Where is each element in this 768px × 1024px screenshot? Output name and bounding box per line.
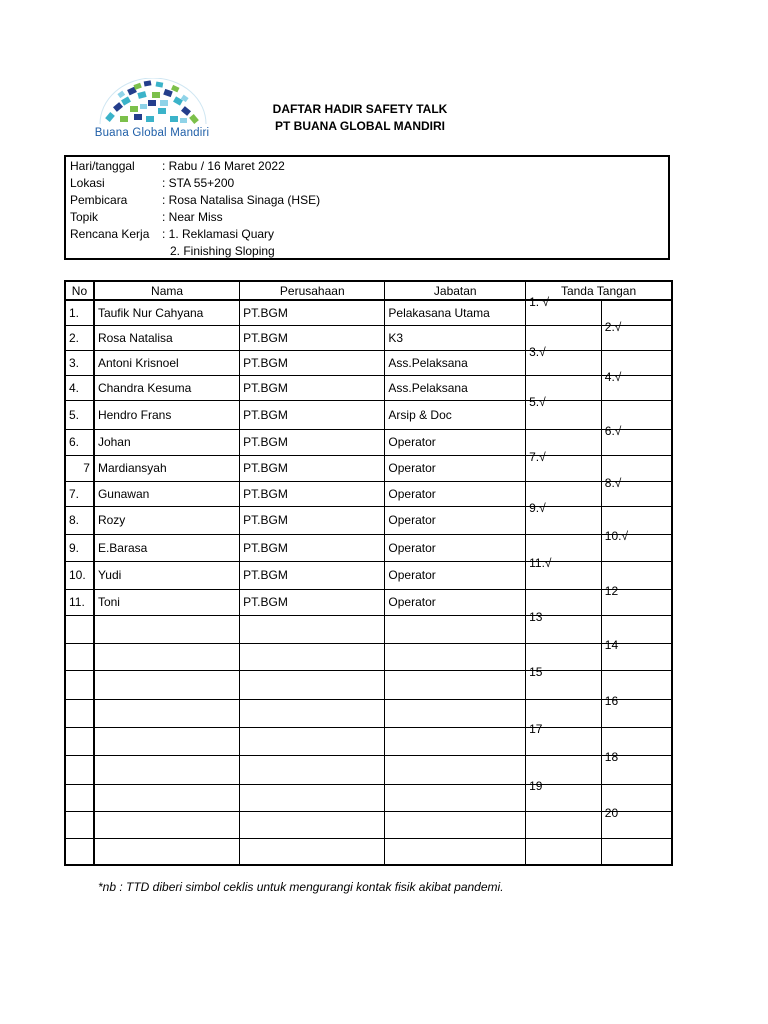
row-perusahaan (240, 811, 385, 838)
info-row-work-plan (70, 226, 274, 243)
signature-cell-left (526, 721, 602, 755)
signature-cell-left (526, 778, 602, 811)
row-jabatan: Arsip & Doc (385, 400, 526, 429)
signature-cell-right (601, 423, 672, 455)
row-jabatan: Operator (385, 429, 526, 455)
signature-mark: 10.√ (604, 528, 629, 543)
row-no: 5. (65, 400, 94, 429)
row-nama: Mardiansyah (94, 455, 240, 481)
signature-cell-right (601, 583, 672, 615)
company-logo (68, 78, 236, 150)
table-row (65, 506, 672, 534)
row-jabatan: Operator (385, 561, 526, 589)
row-nama (94, 615, 240, 643)
header-jabatan: Jabatan (385, 281, 526, 300)
row-jabatan: Ass.Pelaksana (385, 375, 526, 400)
signature-cell-right (601, 319, 672, 350)
signature-mark: 15 (529, 664, 543, 679)
row-no: 1. (65, 300, 94, 325)
signature-mark: 3.√ (529, 344, 546, 359)
row-nama (94, 838, 240, 865)
row-perusahaan: PT.BGM (240, 506, 385, 534)
row-no: 9. (65, 534, 94, 561)
row-nama: Rozy (94, 506, 240, 534)
table-row (65, 811, 672, 838)
row-jabatan (385, 727, 526, 755)
row-jabatan: K3 (385, 325, 526, 350)
signature-cell-left (526, 295, 602, 325)
info-value: : Rabu / 16 Maret 2022 (162, 159, 285, 173)
table-row (65, 589, 672, 615)
row-jabatan: Operator (385, 506, 526, 534)
info-value: : 1. Reklamasi Quary (162, 227, 275, 241)
table-row (65, 784, 672, 811)
header-no: No (65, 281, 94, 300)
row-no (65, 615, 94, 643)
info-label: Rencana Kerja (70, 227, 150, 241)
row-no (65, 755, 94, 784)
table-row (65, 643, 672, 670)
header-nama: Nama (94, 281, 240, 300)
info-row-topic (70, 209, 223, 226)
signature-mark: 9.√ (529, 500, 546, 515)
row-perusahaan (240, 699, 385, 727)
info-value: : STA 55+200 (162, 176, 235, 190)
signature-mark: 16 (604, 693, 619, 708)
table-row (65, 429, 672, 455)
row-jabatan (385, 670, 526, 699)
row-no: 7 (65, 455, 94, 481)
info-value: : Near Miss (162, 210, 223, 224)
signature-cell-left (526, 500, 602, 534)
signature-mark: 6.√ (604, 423, 622, 438)
row-perusahaan: PT.BGM (240, 481, 385, 506)
row-jabatan: Ass.Pelaksana (385, 350, 526, 375)
signature-mark: 18 (604, 749, 619, 764)
row-no (65, 670, 94, 699)
row-perusahaan (240, 784, 385, 811)
signature-mark: 11.√ (529, 555, 552, 570)
table-row (65, 455, 672, 481)
row-jabatan: Operator (385, 534, 526, 561)
row-no (65, 838, 94, 865)
signature-cell-left (526, 394, 602, 429)
header-tanda-tangan: Tanda Tangan (526, 281, 672, 300)
signature-cell-right (601, 693, 672, 727)
signature-cell-right (601, 749, 672, 784)
row-nama (94, 811, 240, 838)
meeting-info-box (64, 155, 670, 260)
row-perusahaan: PT.BGM (240, 455, 385, 481)
row-jabatan (385, 615, 526, 643)
table-row (65, 325, 672, 350)
table-row (65, 481, 672, 506)
row-jabatan (385, 784, 526, 811)
row-no: 11. (65, 589, 94, 615)
info-row-location (70, 175, 234, 192)
signature-mark: 2.√ (604, 319, 622, 334)
title-line-1: DAFTAR HADIR SAFETY TALK (272, 102, 448, 116)
table-row (65, 755, 672, 784)
row-jabatan (385, 838, 526, 865)
row-nama (94, 699, 240, 727)
row-perusahaan: PT.BGM (240, 589, 385, 615)
signature-cell-right (601, 838, 672, 865)
globe-logo-icon (94, 78, 212, 126)
info-row-date (70, 158, 285, 175)
row-no (65, 699, 94, 727)
signature-mark: 17 (529, 721, 543, 736)
attendance-table (64, 280, 673, 866)
row-no: 10. (65, 561, 94, 589)
row-perusahaan: PT.BGM (240, 534, 385, 561)
table-row (65, 375, 672, 400)
logo-text: Buana Global Mandiri (94, 127, 210, 139)
row-nama: Rosa Natalisa (94, 325, 240, 350)
row-jabatan (385, 811, 526, 838)
row-no (65, 811, 94, 838)
table-row (65, 300, 672, 325)
signature-mark: 8.√ (604, 475, 622, 490)
row-nama: Chandra Kesuma (94, 375, 240, 400)
row-no: 7. (65, 481, 94, 506)
row-perusahaan: PT.BGM (240, 325, 385, 350)
footnote: *nb : TTD diberi simbol ceklis untuk mengurangi kontak fisik akibat pandemi. (98, 880, 504, 894)
table-header-row (65, 281, 672, 300)
row-nama (94, 784, 240, 811)
row-perusahaan: PT.BGM (240, 429, 385, 455)
info-value: 2. Finishing Sloping (170, 244, 275, 258)
row-no: 6. (65, 429, 94, 455)
row-perusahaan: PT.BGM (240, 561, 385, 589)
signature-mark: 13 (529, 609, 543, 624)
signature-cell-left (526, 449, 602, 481)
row-jabatan (385, 699, 526, 727)
table-row (65, 534, 672, 561)
row-perusahaan: PT.BGM (240, 375, 385, 400)
table-row (65, 561, 672, 589)
table-row (65, 699, 672, 727)
attendance-body (65, 295, 672, 865)
row-nama (94, 670, 240, 699)
document-title (230, 101, 490, 135)
row-perusahaan (240, 670, 385, 699)
row-jabatan: Operator (385, 589, 526, 615)
signature-cell-left (526, 838, 602, 865)
signature-cell-right (601, 637, 672, 670)
signature-cell-left (526, 555, 602, 589)
signature-mark: 4.√ (604, 369, 622, 384)
row-nama: Gunawan (94, 481, 240, 506)
row-no (65, 643, 94, 670)
row-nama: Taufik Nur Cahyana (94, 300, 240, 325)
row-perusahaan (240, 615, 385, 643)
row-jabatan: Pelakasana Utama (385, 300, 526, 325)
signature-cell-right (601, 369, 672, 400)
row-nama (94, 727, 240, 755)
row-no (65, 727, 94, 755)
row-nama: E.Barasa (94, 534, 240, 561)
row-nama (94, 643, 240, 670)
row-nama: Antoni Krisnoel (94, 350, 240, 375)
table-row (65, 838, 672, 865)
info-label: Hari/tanggal (70, 159, 135, 173)
row-perusahaan (240, 643, 385, 670)
table-row (65, 670, 672, 699)
row-perusahaan (240, 838, 385, 865)
signature-cell-left (526, 609, 602, 643)
info-label: Pembicara (70, 193, 128, 207)
signature-cell-right (601, 528, 672, 561)
row-nama: Hendro Frans (94, 400, 240, 429)
row-perusahaan (240, 727, 385, 755)
row-perusahaan: PT.BGM (240, 300, 385, 325)
row-perusahaan: PT.BGM (240, 400, 385, 429)
signature-cell-left (526, 664, 602, 699)
table-row (65, 727, 672, 755)
signature-mark: 7.√ (529, 449, 546, 464)
row-no: 2. (65, 325, 94, 350)
info-row-work-plan-2 (70, 243, 275, 260)
row-nama: Johan (94, 429, 240, 455)
info-value: : Rosa Natalisa Sinaga (HSE) (162, 193, 321, 207)
table-row (65, 400, 672, 429)
signature-mark: 14 (604, 637, 619, 652)
table-row (65, 350, 672, 375)
info-label: Topik (70, 210, 99, 224)
signature-cell-left (526, 811, 602, 838)
info-label: Lokasi (70, 176, 105, 190)
signature-cell-right (601, 805, 672, 838)
row-jabatan (385, 643, 526, 670)
row-no (65, 784, 94, 811)
row-jabatan: Operator (385, 481, 526, 506)
header-perusahaan: Perusahaan (240, 281, 385, 300)
title-line-2: PT BUANA GLOBAL MANDIRI (275, 119, 445, 133)
row-perusahaan (240, 755, 385, 784)
signature-mark: 1. √ (529, 295, 550, 309)
row-no: 8. (65, 506, 94, 534)
row-nama: Yudi (94, 561, 240, 589)
row-no: 4. (65, 375, 94, 400)
row-nama (94, 755, 240, 784)
signature-mark: 12 (604, 583, 619, 598)
signature-mark: 19 (529, 778, 543, 793)
row-nama: Toni (94, 589, 240, 615)
info-row-speaker (70, 192, 320, 209)
row-jabatan (385, 755, 526, 784)
signature-cell-right (601, 475, 672, 506)
signature-mark: 5.√ (529, 394, 546, 409)
signature-mark: 20 (604, 805, 619, 820)
table-row (65, 615, 672, 643)
signature-cell-left (526, 344, 602, 375)
row-perusahaan: PT.BGM (240, 350, 385, 375)
row-jabatan: Operator (385, 455, 526, 481)
row-no: 3. (65, 350, 94, 375)
